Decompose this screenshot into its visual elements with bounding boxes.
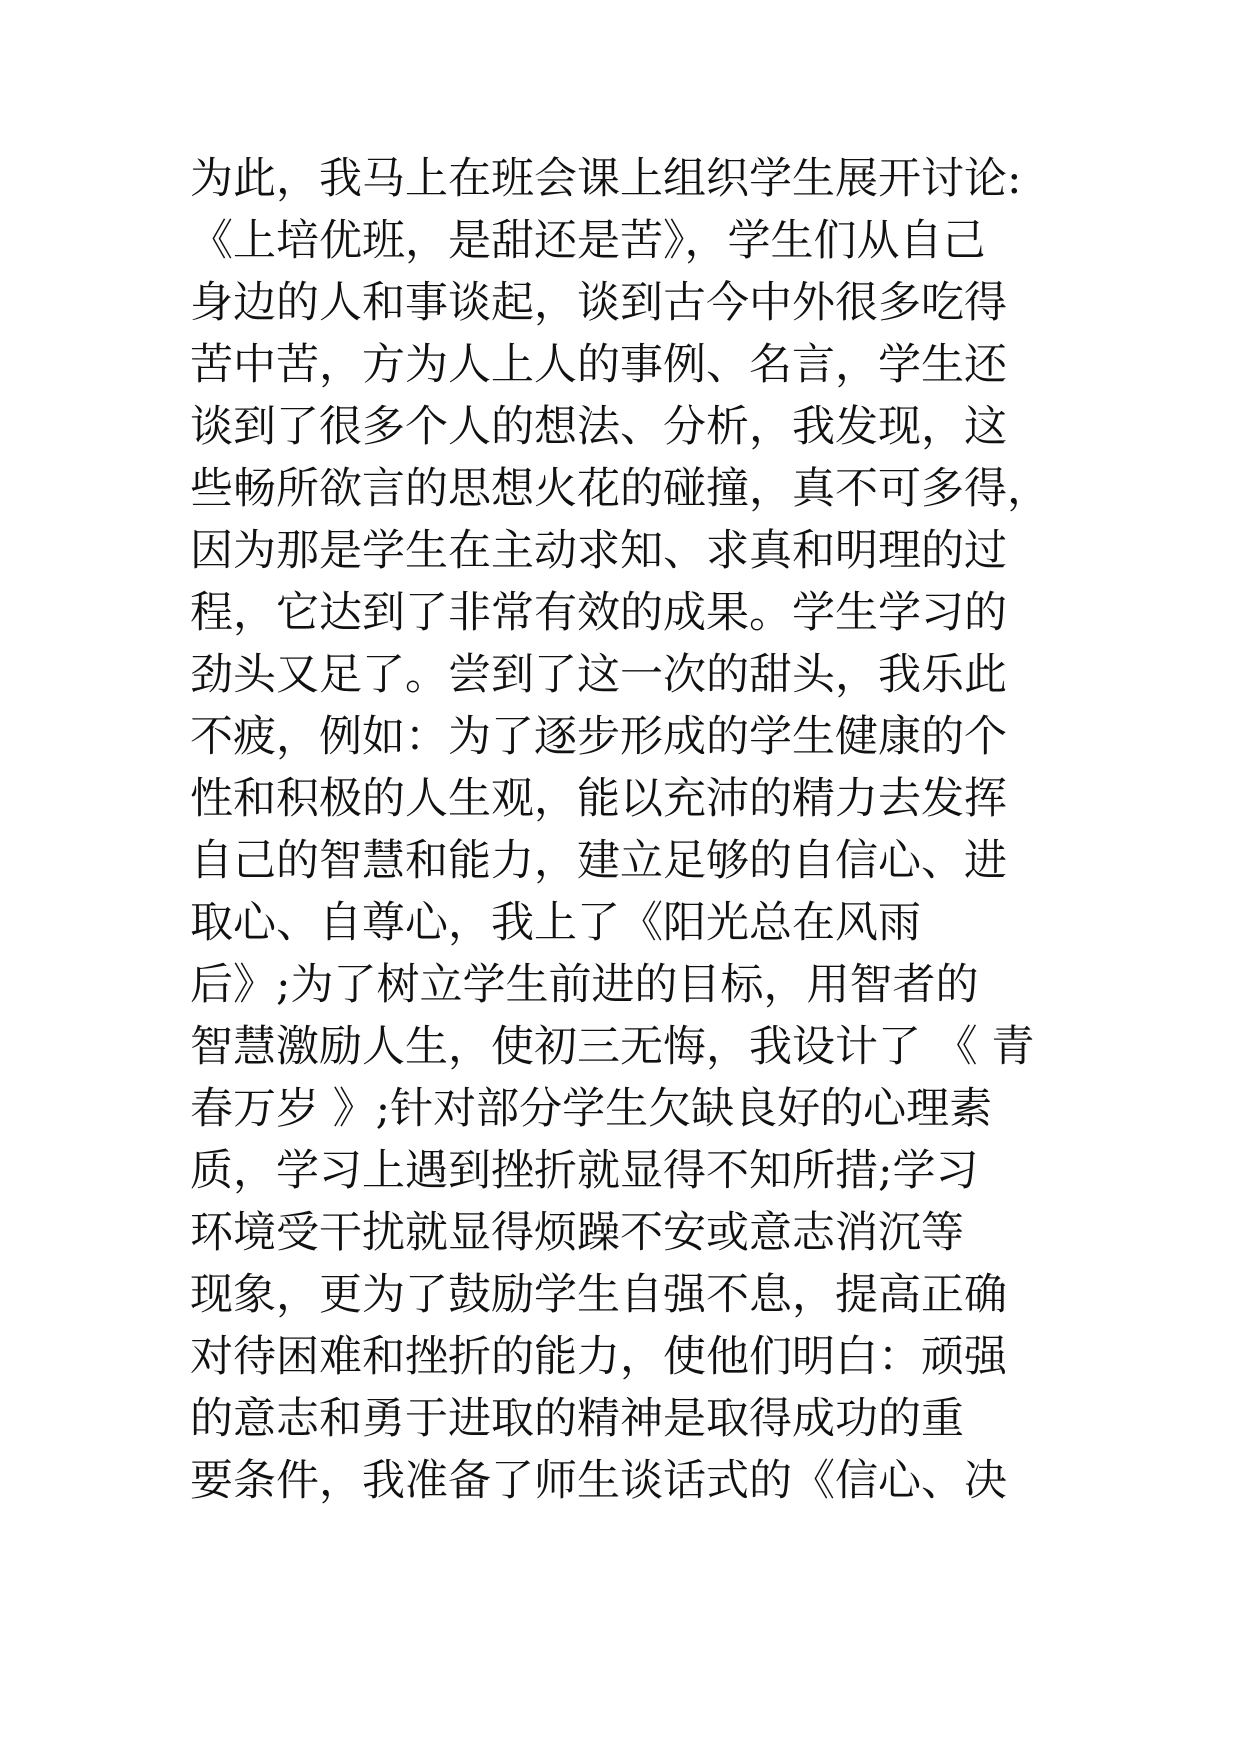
text-line: 智慧激励人生，使初三无悔，我设计了 《 青 <box>190 1022 1035 1072</box>
text-line: 环境受干扰就显得烦躁不安或意志消沉等 <box>190 1208 964 1258</box>
text-line: 自己的智慧和能力，建立足够的自信心、进 <box>190 836 1007 886</box>
body-paragraph <box>190 148 1070 1512</box>
text-line: 身边的人和事谈起，谈到古今中外很多吃得 <box>190 278 1007 328</box>
text-line: 些畅所欲言的思想火花的碰撞，真不可多得， <box>190 464 1050 514</box>
text-line: 《上培优班，是甜还是苦》，学生们从自己 <box>190 216 986 266</box>
text-line: 因为那是学生在主动求知、求真和明理的过 <box>190 526 1007 576</box>
text-line: 现象，更为了鼓励学生自强不息，提高正确 <box>190 1270 1007 1320</box>
text-line: 要条件，我准备了师生谈话式的《信心、决 <box>190 1456 1007 1506</box>
text-line: 为此，我马上在班会课上组织学生展开讨论: <box>190 154 1022 204</box>
text-line: 不疲，例如：为了逐步形成的学生健康的个 <box>190 712 1007 762</box>
text-line: 春万岁 》;针对部分学生欠缺良好的心理素 <box>190 1084 993 1134</box>
text-line: 质，学习上遇到挫折就显得不知所措;学习 <box>190 1146 979 1196</box>
text-line: 后》;为了树立学生前进的目标，用智者的 <box>190 960 979 1010</box>
text-line: 对待困难和挫折的能力，使他们明白：顽强 <box>190 1332 1007 1382</box>
text-line: 性和积极的人生观，能以充沛的精力去发挥 <box>190 774 1007 824</box>
text-line: 程，它达到了非常有效的成果。学生学习的 <box>190 588 1007 638</box>
text-line: 苦中苦，方为人上人的事例、名言，学生还 <box>190 340 1007 390</box>
text-line: 取心、自尊心，我上了《阳光总在风雨 <box>190 898 921 948</box>
text-line: 的意志和勇于进取的精神是取得成功的重 <box>190 1394 964 1444</box>
text-line: 劲头又足了。尝到了这一次的甜头，我乐此 <box>190 650 1007 700</box>
text-line: 谈到了很多个人的想法、分析，我发现，这 <box>190 402 1007 452</box>
